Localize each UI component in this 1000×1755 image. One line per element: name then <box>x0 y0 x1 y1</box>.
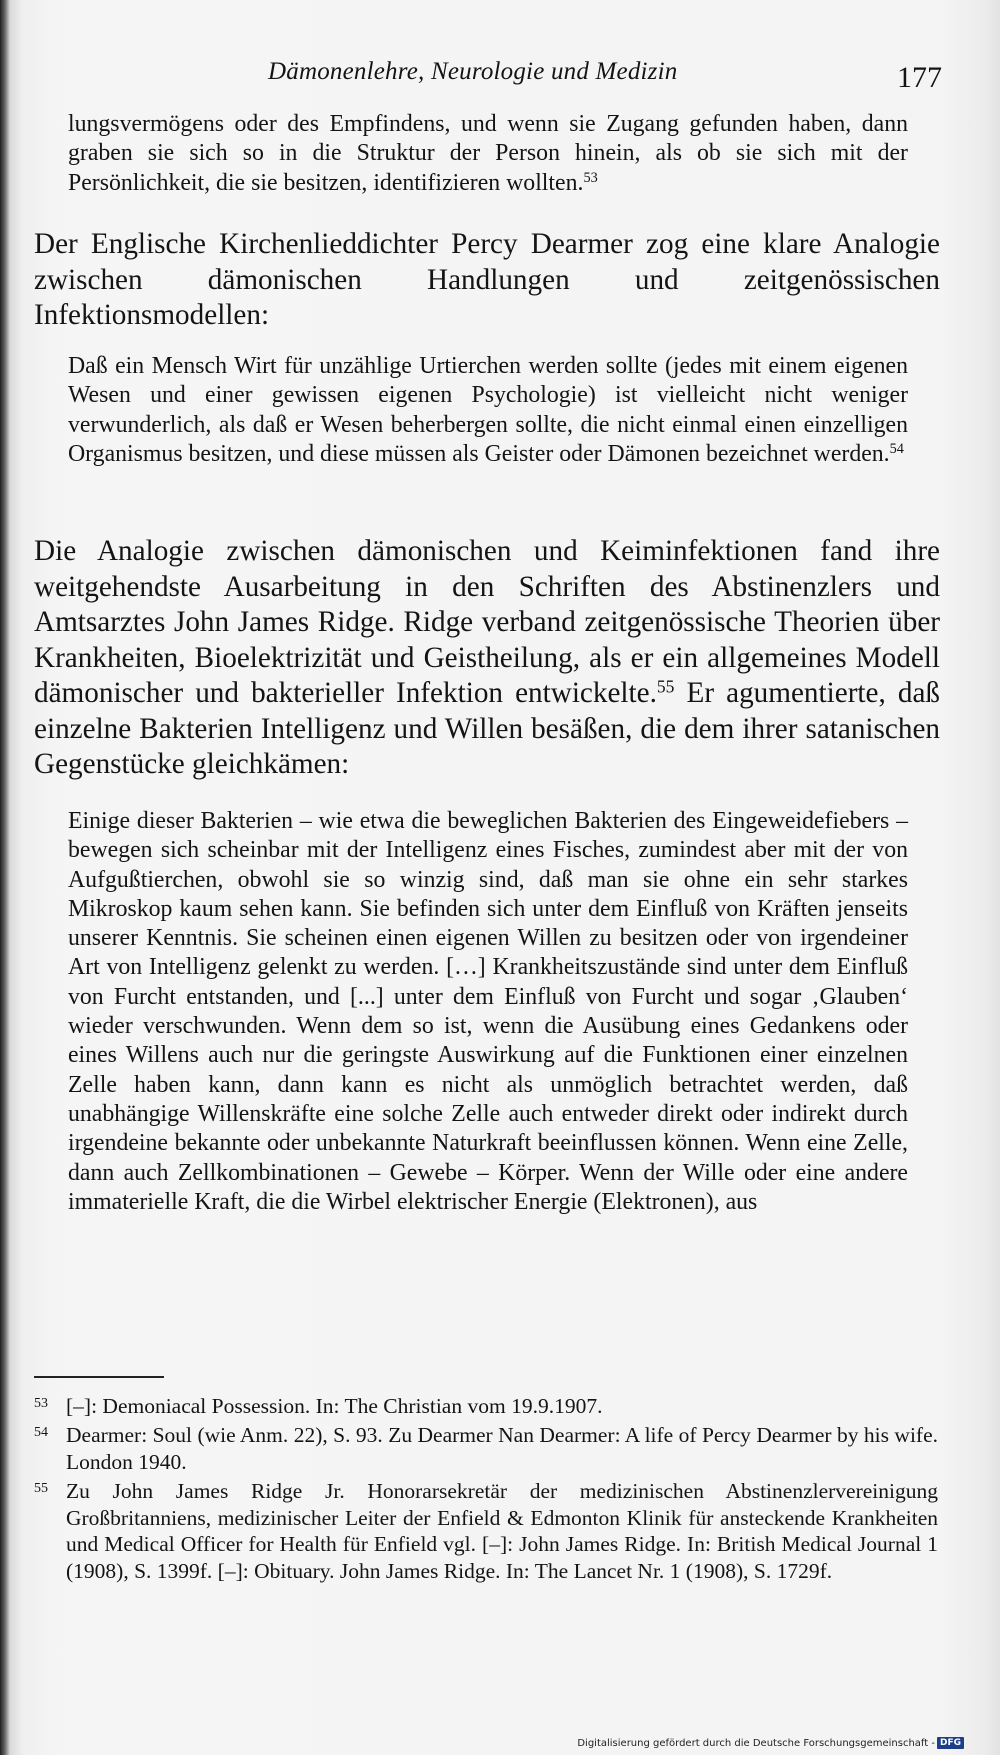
footnote-53 <box>34 1393 938 1420</box>
block-quote-1 <box>68 110 908 198</box>
footnote-number: 53 <box>34 1396 48 1411</box>
body-paragraph-2 <box>34 534 940 783</box>
footnote-text: Zu John James Ridge Jr. Honorarsekretär der medizinischen Abstinenzlervereinigung Großbritanniens, medizinischer Leiter der Enfield & Edmonton Klinik für ansteckende Krankheiten und Medical Officer for Health für Enfield vgl. [–]: John James Ridge. In: British Medical Journal 1 (1908), S. 1399f. [–]: Obituary. John James Ridge. In: The Lancet Nr. 1 (1908), S. 1729f. <box>66 1479 938 1583</box>
digitization-credit <box>577 1737 964 1749</box>
gutter-shadow <box>0 0 10 1755</box>
footnote-ref-54[interactable]: 54 <box>889 441 904 458</box>
body-paragraph-2-text: Die Analogie zwischen dämonischen und Keiminfektionen fand ihre weitgehendste Ausarbeitung in den Schriften des Abstinenzlers und Amtsarztes John James Ridge. Ridge verband zeitgenössische Theorien über Krankheiten, Bioelektrizität und Geistheilung, als er ein allgemeines Modell dämonischer und bakterieller Infektion entwickelte.$^{55}$ Er agumentierte, daß einzelne Bakterien Intelligenz und Willen besäßen, die dem ihrer satanischen Gegenstücke gleichkämen: <box>34 535 940 780</box>
running-head: Dämonenlehre, Neurologie und Medizin <box>268 58 678 85</box>
block-quote-3 <box>68 807 908 1217</box>
block-quote-2 <box>68 352 908 469</box>
footnote-ref-53[interactable]: 53 <box>583 169 598 186</box>
body-paragraph-1-text: Der Englische Kirchenlieddichter Percy Dearmer zog eine klare Analogie zwischen dämonischen Handlungen und zeitgenössischen Infektionsmodellen: <box>34 228 940 331</box>
body-paragraph-1 <box>34 227 940 334</box>
footnote-ref-55[interactable]: 55 <box>656 676 675 697</box>
footnote-number: 54 <box>34 1425 48 1440</box>
footnote-text: Dearmer: Soul (wie Anm. 22), S. 93. Zu Dearmer Nan Dearmer: A life of Percy Dearmer by his wife. London 1940. <box>66 1423 938 1474</box>
block-quote-2-text: Daß ein Mensch Wirt für unzählige Urtierchen werden sollte (jedes mit einem eigenen Wesen und einer gewissen eigenen Psychologie) ist vielleicht nicht weniger verwunderlich, als daß er Wesen beherbergen sollte, die nicht einmal einen einzelligen Organismus besitzen, und diese müssen als Geister oder Dämonen bezeichnet werden.$^{54}$ <box>68 353 908 467</box>
dfg-logo-icon: DFG <box>937 1737 964 1749</box>
credit-text: Digitalisierung gefördert durch die Deutsche Forschungsgemeinschaft - <box>577 1737 935 1749</box>
block-quote-3-text: Einige dieser Bakterien – wie etwa die beweglichen Bakterien des Eingeweidefiebers – bewegen sich scheinbar mit der Intelligenz eines Fisches, zumindest aber mit der von Aufgußtierchen, obwohl sie so winzig sind, daß man sie ohne ein sehr starkes Mikroskop kaum sehen kann. Sie befinden sich unter dem Einfluß von Kräften jenseits unserer Kenntnis. Sie scheinen einen eigenen Willen zu besitzen oder von irgendeiner Art von Intelligenz gelenkt zu werden. […] Krankheitszustände sind unter dem Einfluß von Furcht entstanden, und [...] unter dem Einfluß von Furcht und sogar ‚Glauben‘ wieder verschwunden. Wenn dem so ist, wenn die Ausübung eines Gedankens oder eines Willens auch nur die geringste Auswirkung auf die Funktionen einer einzelnen Zelle haben kann, dann kann es nicht als unmöglich betrachtet werden, daß unabhängige Willenskräfte eine solche Zelle auch entweder direkt oder indirekt durch irgendeine bekannte oder unbekannte Naturkraft beeinflussen können. Wenn eine Zelle, dann auch Zellkombinationen – Gewebe – Körper. Wenn der Wille oder eine andere immaterielle Kraft, die die Wirbel elektrischer Energie (Elektronen), aus <box>68 808 908 1215</box>
footnote-55 <box>34 1478 938 1584</box>
footnote-separator <box>34 1376 164 1378</box>
block-quote-1-text: lungsvermögens oder des Empfindens, und wenn sie Zugang gefunden haben, dann graben sie sich so in die Struktur der Person hinein, als ob sie sich mit der Persönlichkeit, die sie besitzen, identifizieren wollten.$^{53}$ <box>68 111 908 196</box>
footnote-54 <box>34 1422 938 1475</box>
page-number: 177 <box>897 61 942 94</box>
footnote-number: 55 <box>34 1481 48 1496</box>
footnote-text: [–]: Demoniacal Possession. In: The Christian vom 19.9.1907. <box>66 1394 603 1418</box>
